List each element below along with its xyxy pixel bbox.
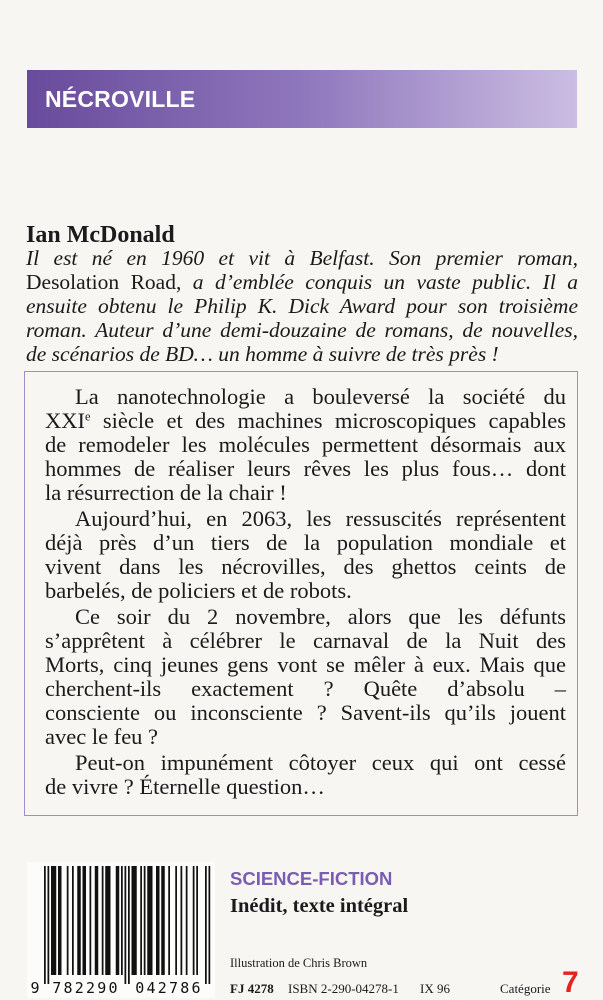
- barcode-bar: [175, 866, 177, 975]
- synopsis-line: cherchent-ils exactement ? Quête d’absolu –: [45, 676, 566, 701]
- barcode-bar: [58, 866, 62, 975]
- barcode-guard-bar: [128, 866, 130, 984]
- barcode-bar: [144, 866, 146, 975]
- barcode-bar: [156, 866, 160, 975]
- barcode-bar: [90, 866, 92, 975]
- synopsis-line: Ce soir du 2 novembre, alors que les défunts: [75, 604, 566, 629]
- barcode-bar: [105, 866, 110, 975]
- synopsis-line: barbelés, de policiers et de robots.: [45, 578, 352, 603]
- author-bio-line: Il est né en 1960 et vit à Belfast. Son premier roman,: [26, 246, 578, 270]
- barcode-bar: [102, 866, 104, 975]
- barcode-bar: [116, 866, 120, 975]
- author-bio-line: ensuite obtenu le Philip K. Dick Award pour son troisième: [26, 294, 578, 318]
- synopsis-paragraph: [45, 605, 566, 749]
- edition-note: Inédit, texte intégral: [230, 895, 409, 917]
- barcode-guard-bar: [48, 866, 50, 984]
- barcode-guard-bar: [205, 866, 207, 984]
- author-bio: [26, 246, 578, 366]
- synopsis-line: consciente ou inconsciente ? Savent-ils qu’ils jouent: [45, 700, 566, 725]
- synopsis-paragraph: [45, 507, 566, 603]
- print-date-code: IX 96: [420, 981, 450, 996]
- illustration-credit: Illustration de Chris Brown: [230, 956, 368, 970]
- synopsis-line-text: siècle et des machines microscopiques capables: [90, 408, 566, 433]
- barcode-left-digits: 782290: [52, 979, 120, 997]
- synopsis-line: hommes de réaliser leurs rêves les plus fous… dont: [45, 456, 566, 481]
- genre-label: SCIENCE-FICTION: [230, 868, 393, 889]
- synopsis-line: Peut-on impunément côtoyer ceux qui ont cessé: [75, 750, 566, 775]
- barcode-bar: [77, 866, 81, 975]
- synopsis-line: vivent dans les nécrovilles, des ghettos ceints de: [45, 554, 566, 579]
- synopsis-box: [24, 371, 578, 816]
- synopsis-line: de remodeler les molécules permettent désormais aux: [45, 432, 566, 457]
- author-name: Ian McDonald: [26, 222, 175, 248]
- catalog-number: FJ 4278: [230, 981, 274, 996]
- synopsis-line: déjà près d’un tiers de la population mondiale et: [45, 530, 566, 555]
- novel-title: Desolation Road,: [26, 270, 182, 294]
- barcode-guard-bar: [44, 866, 46, 984]
- barcode-bar: [140, 866, 142, 975]
- book-title: NÉCROVILLE: [45, 86, 196, 112]
- century-numeral: XXI: [45, 408, 85, 433]
- barcode-bar: [168, 866, 170, 975]
- author-bio-line: [26, 270, 578, 294]
- barcode-bar: [181, 866, 183, 975]
- synopsis-line: Morts, cinq jeunes gens vont se mêler à eux. Mais que: [45, 652, 566, 677]
- barcode-bar: [51, 866, 56, 975]
- barcode-bar: [161, 866, 165, 975]
- barcode: [27, 862, 215, 998]
- synopsis-line: avec le feu ?: [45, 724, 159, 749]
- synopsis-line: la résurrection de la chair !: [45, 480, 287, 505]
- barcode-bar: [193, 866, 195, 975]
- barcode-bar: [147, 866, 152, 975]
- synopsis-paragraph: [45, 385, 566, 505]
- author-bio-line: de scénarios de BD… un homme à suivre de très près !: [26, 342, 499, 366]
- synopsis-line: La nanotechnologie a bouleversé la société du: [75, 384, 566, 409]
- barcode-bar: [72, 866, 74, 975]
- title-banner: [27, 70, 577, 128]
- synopsis-line: s’apprêtent à célébrer le carnaval de la Nuit des: [45, 628, 566, 653]
- barcode-right-digits: 042786: [135, 979, 203, 997]
- barcode-bar: [186, 866, 188, 975]
- isbn: ISBN 2-290-04278-1: [288, 981, 399, 996]
- category-number: 7: [562, 966, 579, 999]
- barcode-bar: [196, 866, 198, 975]
- barcode-bar: [67, 866, 69, 975]
- barcode-bar: [132, 866, 137, 975]
- synopsis-line: [45, 409, 566, 433]
- barcode-first-digit: 9: [30, 979, 40, 997]
- synopsis-line: Aujourd’hui, en 2063, les ressuscités représentent: [75, 506, 566, 531]
- barcode-guard-bar: [125, 866, 127, 984]
- barcode-bar: [95, 866, 99, 975]
- author-bio-line-text: a d’emblée conquis un vaste public. Il a: [181, 270, 578, 294]
- category-label: Catégorie: [500, 981, 551, 996]
- synopsis-paragraph: [45, 751, 566, 799]
- barcode-bar: [121, 866, 123, 975]
- synopsis-line: de vivre ? Éternelle question…: [45, 774, 325, 799]
- barcode-bar: [83, 866, 87, 975]
- barcode-guard-bar: [209, 866, 211, 984]
- ordinal-superscript: e: [85, 409, 91, 424]
- author-bio-line: roman. Auteur d’une demi-douzaine de romans, de nouvelles,: [26, 318, 578, 342]
- barcode-bars: [27, 862, 215, 998]
